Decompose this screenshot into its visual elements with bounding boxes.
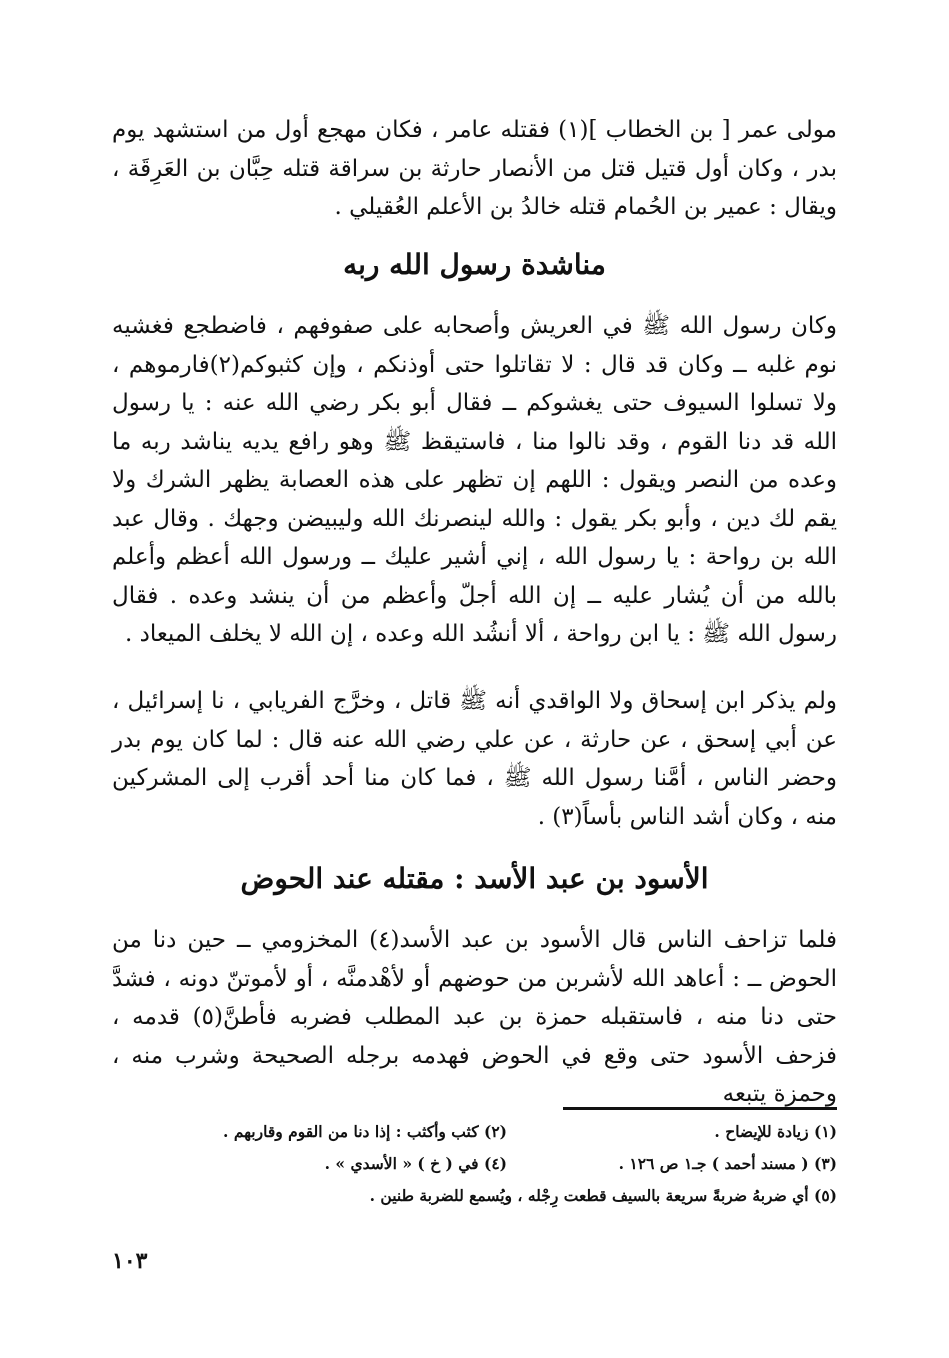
- footnote-5: (٥) أي ضربهُ ضربةً سريعة بالسيف قطعت رِجْله ، ويُسمع للضربة طنين .: [369, 1186, 837, 1205]
- footnote-2: (٢) كثب وأكثب : إذا دنا من القوم وقاربهم .: [223, 1122, 507, 1141]
- section-heading-aswad: الأسود بن عبد الأسد : مقتله عند الحوض: [240, 862, 709, 895]
- paragraph-munashada: وكان رسول الله ﷺ في العريش وأصحابه على صفوفهم ، فاضطجع فغشيه نوم غلبه ــ وكان قد قال : لا تقاتلوا حتى أوذنكم ، وإن كثبوكم(٢)فارموهم ، ولا تسلوا السيوف حتى يغشوكم ــ فقال أبو بكر رضي الله عنه : يا رسول الله قد دنا القوم ، وقد نالوا منا ، فاستيقظ ﷺ وهو رافع يديه يناشد ربه ما وعده من النصر ويقول : اللهم إن تظهر على هذه العصابة يظهر الشرك ولا يقم لك دين ، وأبو بكر يقول : والله لينصرنك الله وليبيضن وجهك . وقال عبد الله بن رواحة : يا رسول الله ، إني أشير عليك ــ ورسول الله أعظم وأعلم بالله من أن يُشار عليه ــ إن الله أجلّ وأعظم من أن ينشد وعده . فقال رسول الله ﷺ : يا ابن رواحة ، ألا أنشُد الله وعده ، إن الله لا يخلف الميعاد .: [112, 313, 837, 647]
- footnote-separator: [563, 1107, 837, 1110]
- footnote-1: (١) زيادة للإيضاح .: [714, 1122, 837, 1141]
- page-number: ١٠٣: [112, 1248, 148, 1274]
- paragraph-qatal: ولم يذكر ابن إسحاق ولا الواقدي أنه ﷺ قاتل ، وخرَّج الفريابي ، نا إسرائيل ، عن أبي إسحق ، عن حارثة ، عن علي رضي الله عنه قال : لما كان يوم بدر وحضر الناس ، أمَّنا رسول الله ﷺ ، فما كان منا أحد أقرب إلى المشركين منه ، وكان أشد الناس بأساً(٣) .: [112, 688, 837, 830]
- paragraph-intro: مولى عمر [ بن الخطاب ](١) فقتله عامر ، فكان مهجع أول من استشهد يوم بدر ، وكان أول قتيل قتل من الأنصار حارثة بن سراقة قتله حِبَّان بن العَرِقَة ، ويقال : عمير بن الحُمام قتله خالدُ بن الأعلم العُقيلي .: [112, 117, 837, 220]
- footnote-4: (٤) في ( خ ) « الأسدي » .: [324, 1154, 507, 1173]
- section-heading-munashada: مناشدة رسول الله ربه: [343, 248, 606, 281]
- paragraph-aswad: فلما تزاحف الناس قال الأسود بن عبد الأسد(٤) المخزومي ــ حين دنا من الحوض ــ : أعاهد الله لأشربن من حوضهم أو لأهْدمنَّه ، أو لأموتنّ دونه ، فشدَّ حتى دنا منه ، فاستقبله حمزة بن عبد المطلب فضربه فأطنَّ(٥) قدمه ، فزحف الأسود حتى وقع في الحوض فهدمه برجله الصحيحة وشرب منه ، وحمزة يتبعه: [112, 927, 837, 1107]
- footnote-3: (٣) ( مسند أحمد ) جـ١ ص ١٢٦ .: [618, 1154, 837, 1173]
